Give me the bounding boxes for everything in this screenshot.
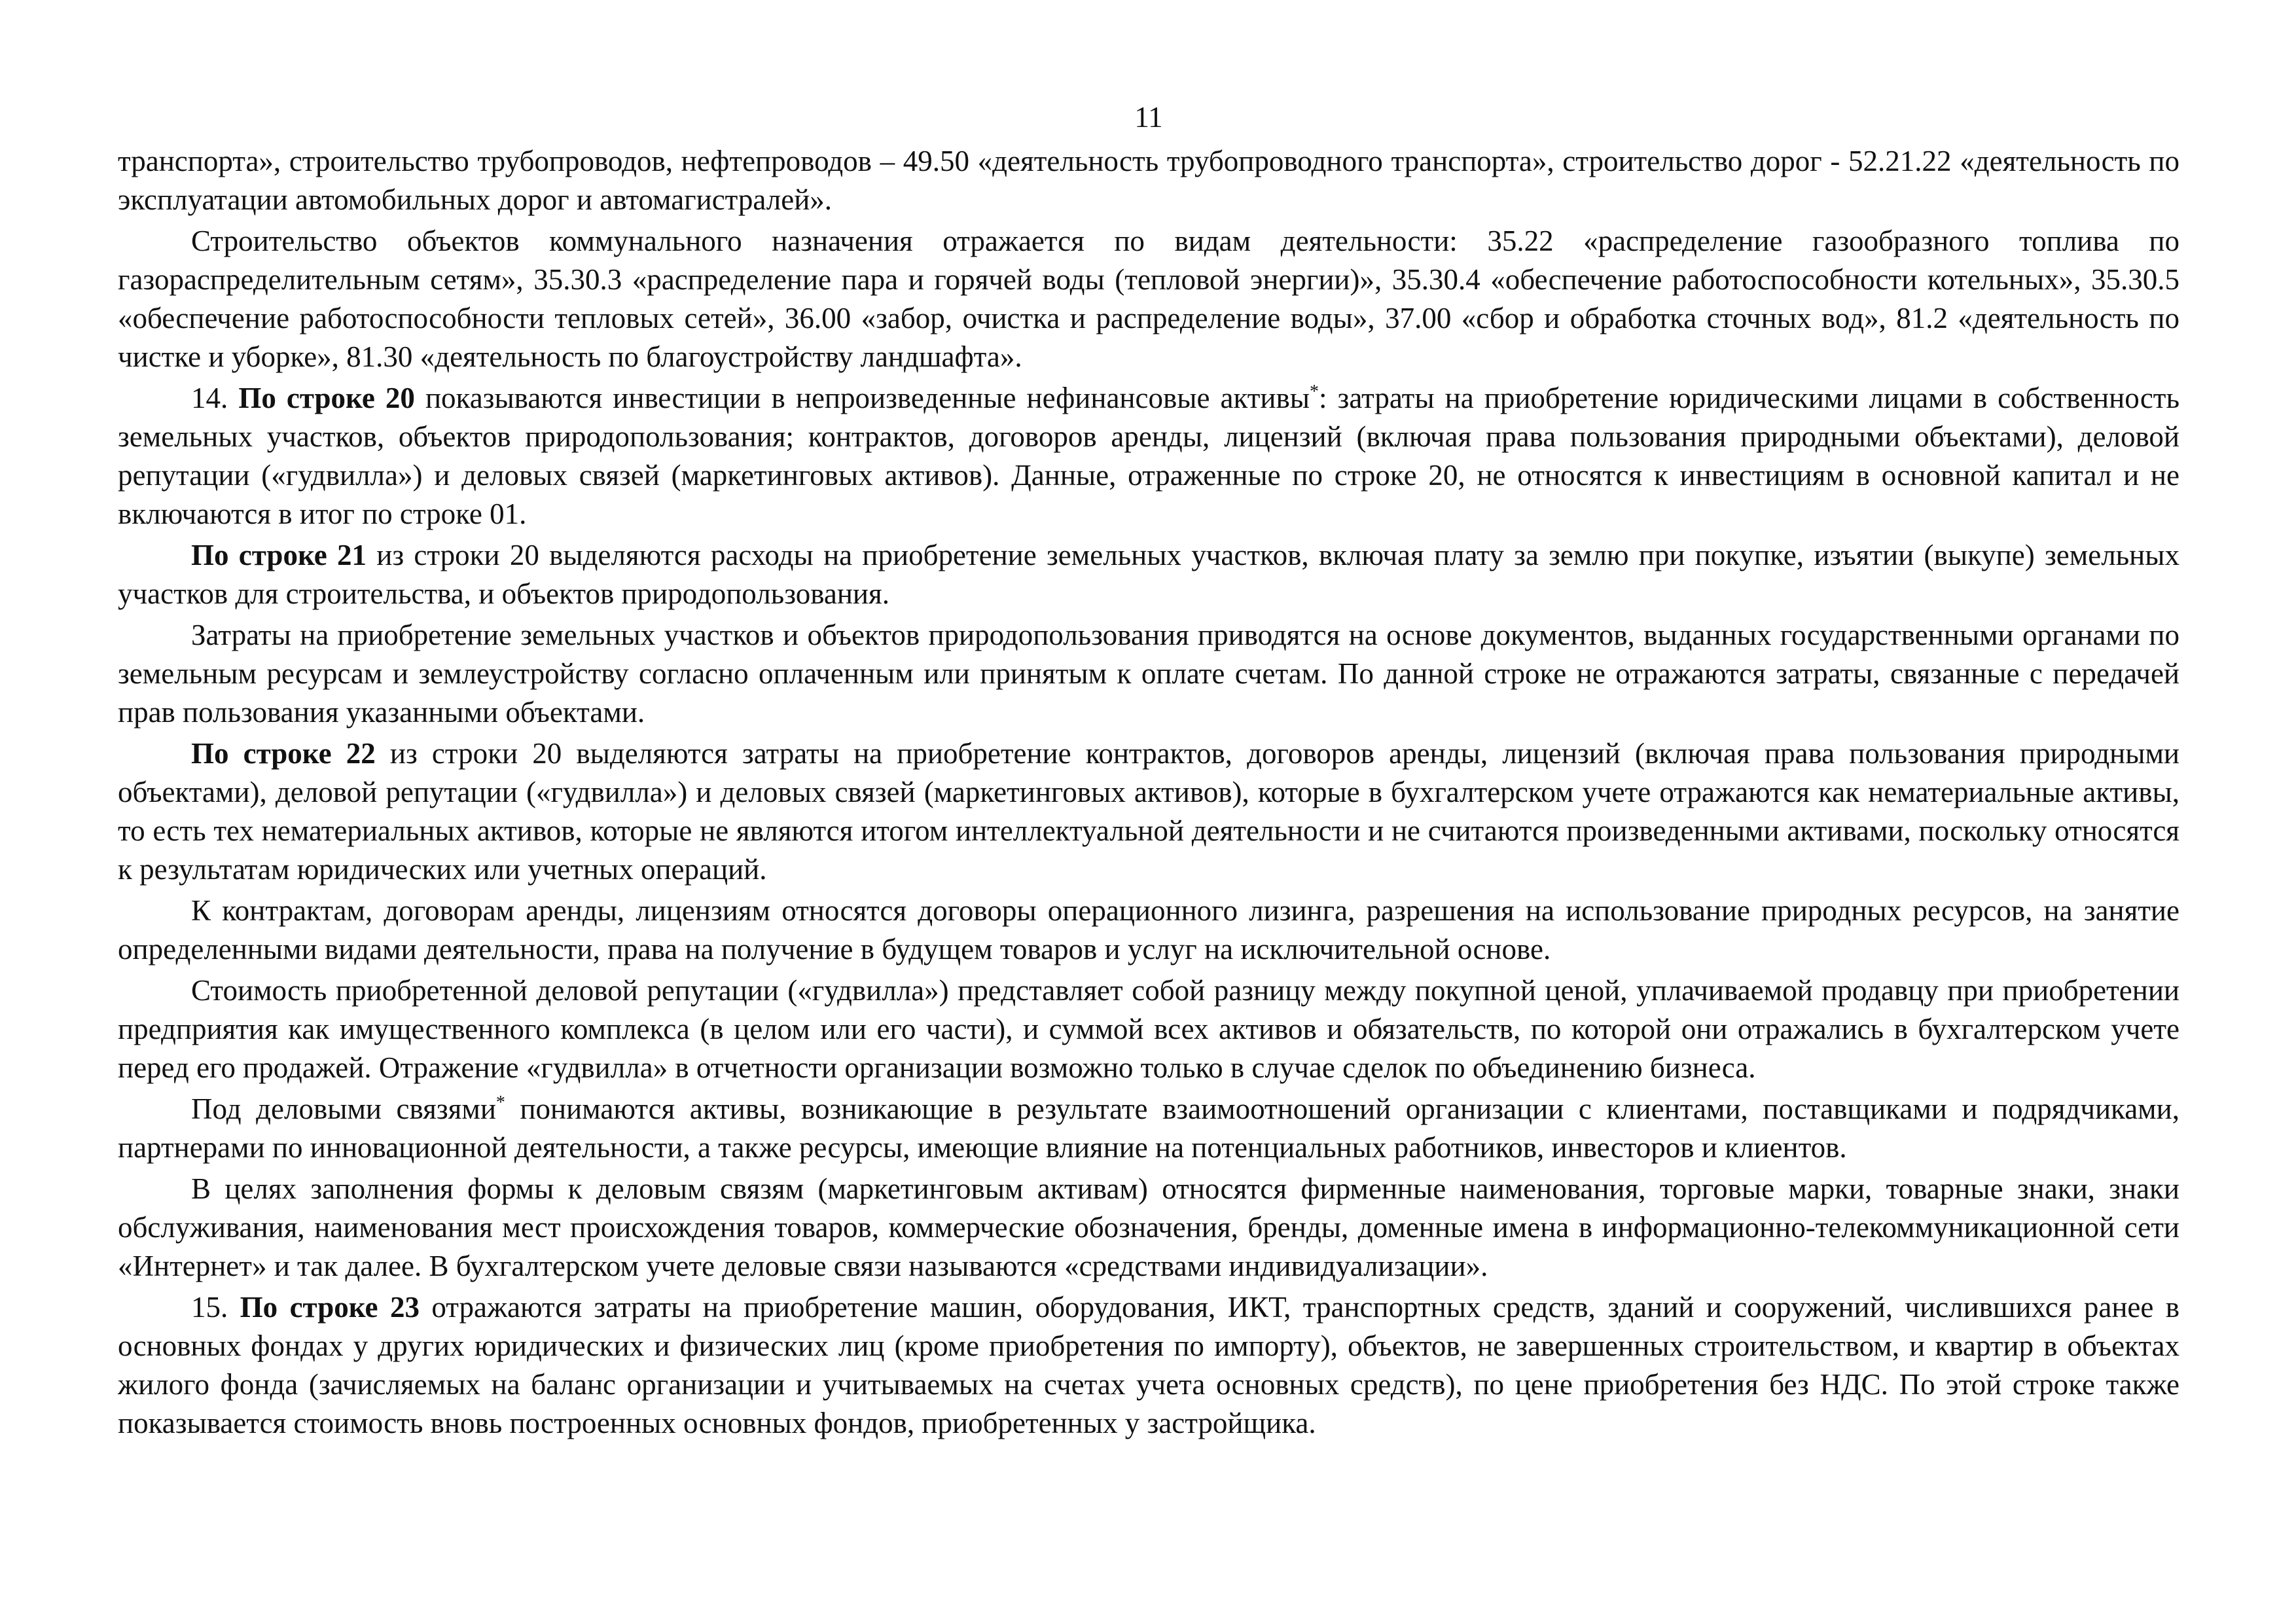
paragraph-land-costs (118, 616, 2179, 732)
document-page (118, 98, 2179, 1445)
paragraph-text: из строки 20 выделяются затраты на приобретение контрактов, договоров аренды, лицензий (включая права пользования природными объектами), деловой репутации («гудвилла») и деловых связей (маркетинговых активов), которые в бухгалтерском учете отражаются как нематериальные активы, то есть тех нематериальных активов, которые не являются итогом интеллектуальной деятельности и не считаются произведенными активами, поскольку относятся к результатам юридических или учетных операций. (118, 737, 2179, 886)
paragraph-text: Затраты на приобретение земельных участков и объектов природопользования приводятся на основе документов, выданных государственными органами по земельным ресурсам и землеустройству согласно оплаченным или принятым к оплате счетам. По данной строке не отражаются затраты, связанные с передачей прав пользования указанными объектами. (118, 619, 2179, 729)
paragraph-row-21 (118, 536, 2179, 613)
paragraph-text: В целях заполнения формы к деловым связям (маркетинговым активам) относятся фирменные наименования, торговые марки, товарные знаки, знаки обслуживания, наименования мест происхождения товаров, коммерческие обозначения, бренды, доменные имена в информационно-телекоммуникационной сети «Интернет» и так далее. В бухгалтерском учете деловые связи называются «средствами индивидуализации». (118, 1172, 2179, 1282)
row-reference: По строке 21 (191, 539, 367, 571)
paragraph-row-22 (118, 734, 2179, 889)
paragraph-business-connections (118, 1090, 2179, 1167)
paragraph-text: : затраты на приобретение юридическими лицами в собственность земельных участков, объектов природопользования; контрактов, договоров аренды, лицензий (включая права пользования природными объектами), деловой репутации («гудвилла») и деловых связей (маркетинговых активов). Данные, отраженные по строке 20, не относятся к инвестициям в основной капитал и не включаются в итог по строке 01. (118, 382, 2179, 530)
paragraph-text: отражаются затраты на приобретение машин, оборудования, ИКТ, транспортных средств, зданий и сооружений, числившихся ранее в основных фондах у других юридических и физических лиц (кроме приобретения по импорту), объектов, не завершенных строительством, и квартир в объектах жилого фонда (зачисляемых на баланс организации и учитываемых на счетах учета основных средств), по цене приобретения без НДС. По этой строке также показывается стоимость вновь построенных основных фондов, приобретенных у застройщика. (118, 1291, 2180, 1439)
row-reference: По строке 20 (238, 382, 415, 414)
row-reference: По строке 22 (191, 737, 376, 770)
paragraph-transport-continuation (118, 142, 2179, 219)
paragraph-text: понимаются активы, возникающие в результате взаимоотношений организации с клиентами, поставщиками и подрядчиками, партнерами по инновационной деятельности, а также ресурсы, имеющие влияние на потенциальных работников, инвесторов и клиентов. (118, 1092, 2179, 1164)
paragraph-text-lead: Под деловыми связями (191, 1092, 496, 1125)
paragraph-goodwill (118, 971, 2179, 1087)
paragraph-text: Строительство объектов коммунального назначения отражается по видам деятельности: 35.22 «распределение газообразного топлива по газораспределительным сетям», 35.30.3 «распределение пара и горячей воды (тепловой энергии)», 35.30.4 «обеспечение работоспособности котельных», 35.30.5 «обеспечение работоспособности тепловых сетей», 36.00 «забор, очистка и распределение воды», 37.00 «сбор и обработка сточных вод», 81.2 «деятельность по чистке и уборке», 81.30 «деятельность по благоустройству ландшафта». (118, 225, 2179, 373)
paragraph-text: Стоимость приобретенной деловой репутации («гудвилла») представляет собой разницу между покупной ценой, уплачиваемой продавцу при приобретении предприятия как имущественного комплекса (в целом или его части), и суммой всех активов и обязательств, по которой они отражались в бухгалтерском учете перед его продажей. Отражение «гудвилла» в отчетности организации возможно только в случае сделок по объединению бизнеса. (118, 974, 2179, 1084)
page-number: 11 (1134, 101, 1163, 134)
item-number: 15. (191, 1291, 240, 1324)
paragraph-text-lead: показываются инвестиции в непроизведенные нефинансовые активы (414, 382, 1310, 414)
paragraph-item-14-row-20 (118, 379, 2179, 533)
paragraph-marketing-assets (118, 1170, 2179, 1286)
paragraph-text: из строки 20 выделяются расходы на приобретение земельных участков, включая плату за землю при покупке, изъятии (выкупе) земельных участков для строительства, и объектов природопользования. (118, 539, 2179, 610)
paragraph-contracts-leases (118, 892, 2179, 969)
footnote-marker: * (1309, 382, 1319, 402)
footnote-marker: * (495, 1092, 505, 1113)
item-number: 14. (191, 382, 239, 414)
paragraph-municipal-construction (118, 222, 2179, 376)
paragraph-text: К контрактам, договорам аренды, лицензиям относятся договоры операционного лизинга, разрешения на использование природных ресурсов, на занятие определенными видами деятельности, права на получение в будущем товаров и услуг на исключительной основе. (118, 894, 2179, 965)
paragraph-text: транспорта», строительство трубопроводов, нефтепроводов – 49.50 «деятельность трубопроводного транспорта», строительство дорог - 52.21.22 «деятельность по эксплуатации автомобильных дорог и автомагистралей». (118, 145, 2179, 216)
paragraph-item-15-row-23 (118, 1288, 2179, 1443)
row-reference: По строке 23 (240, 1291, 420, 1324)
